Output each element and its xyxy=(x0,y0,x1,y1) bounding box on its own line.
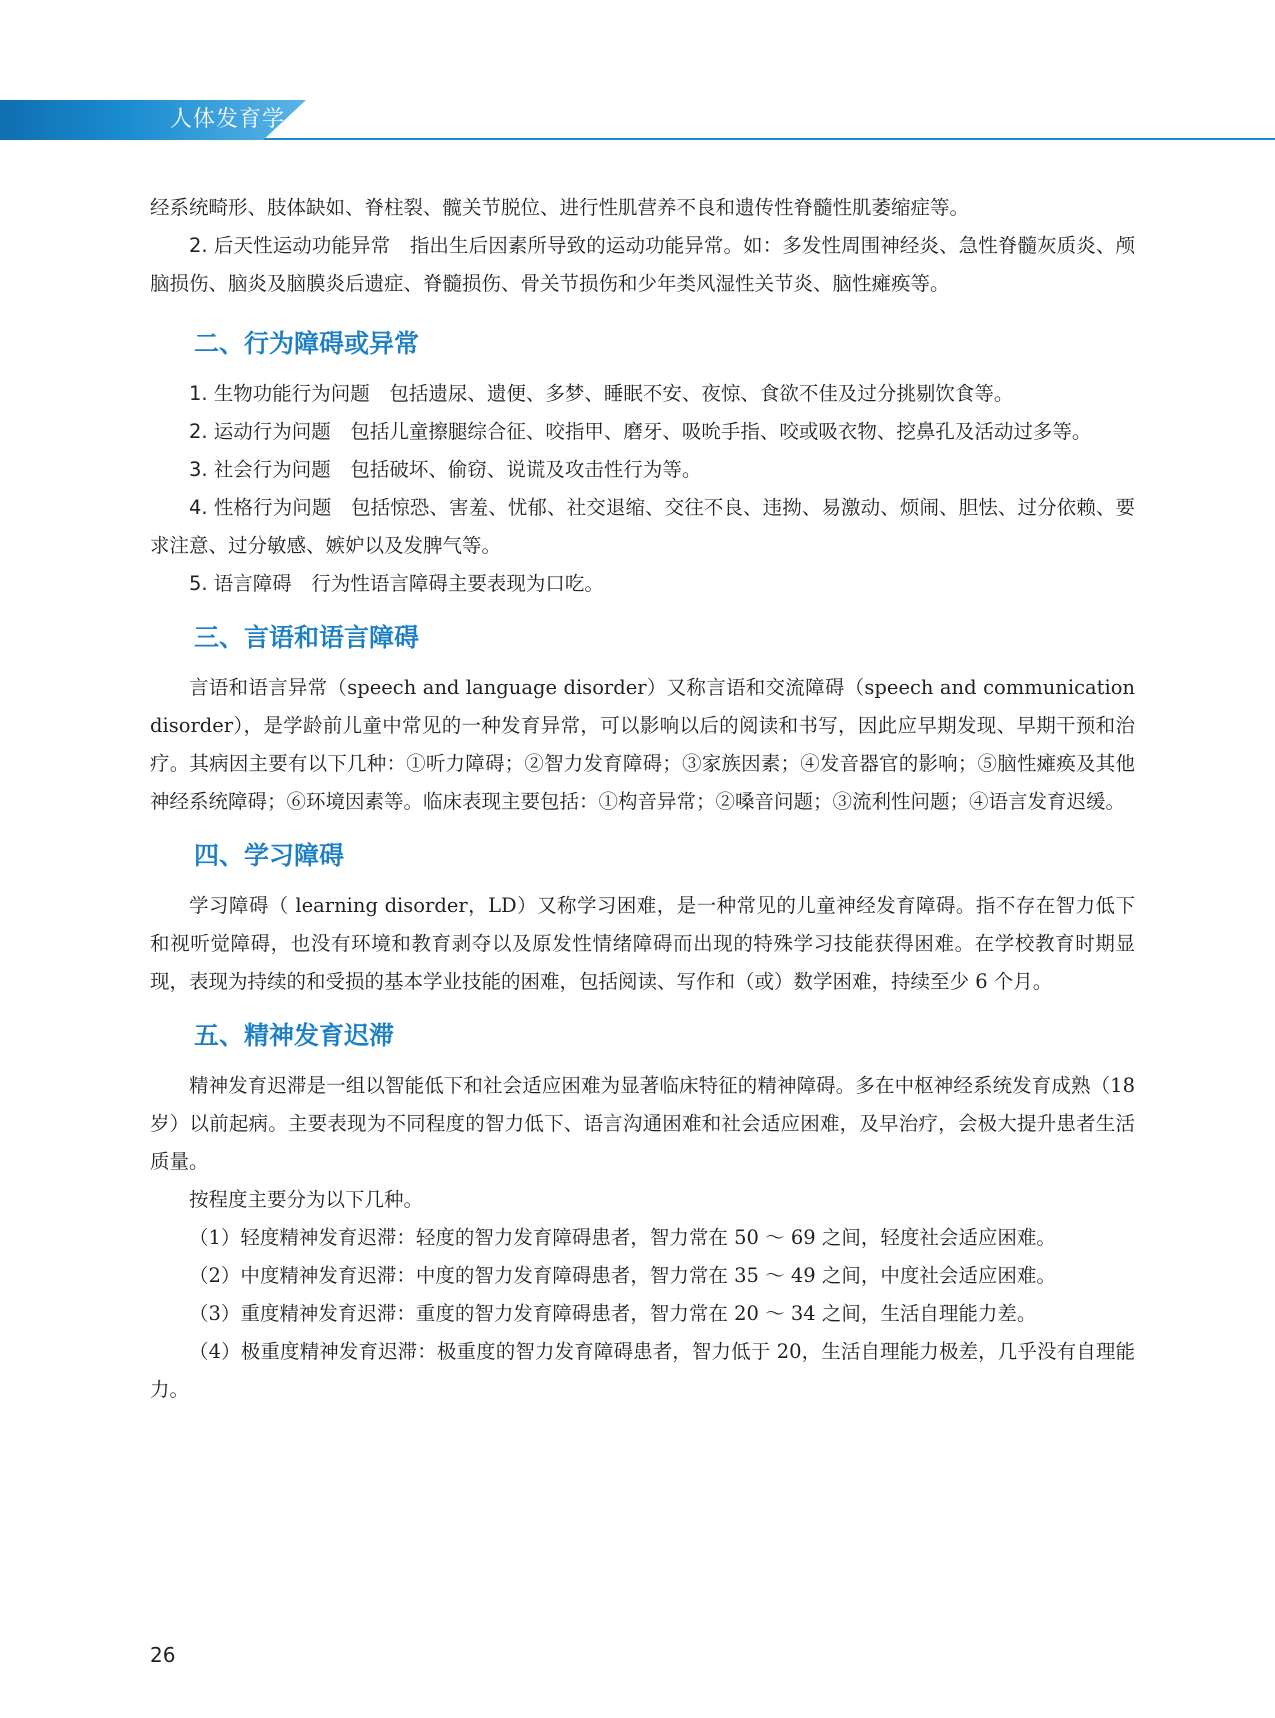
page-body xyxy=(150,189,1135,1409)
mental-level-item: （2）中度精神发育迟滞：中度的智力发育障碍患者，智力常在 35 ～ 49 之间，中度社会适应困难。 xyxy=(189,1264,1056,1287)
mental-level-item: （4）极重度精神发育迟滞：极重度的智力发育障碍患者，智力低于 20，生活自理能力极差，几乎没有自理能力。 xyxy=(150,1340,1135,1401)
term-label: 4. 性格行为问题 xyxy=(189,496,332,519)
section-heading-mental: 五、精神发育迟滞 xyxy=(194,1021,395,1050)
paragraph-mental-intro: 精神发育迟滞是一组以智能低下和社会适应困难为显著临床特征的精神障碍。多在中枢神经系统发育成熟（18 岁）以前起病。主要表现为不同程度的智力低下、语言沟通困难和社会适应困难，及早治疗，会极大提升患者生活质量。 xyxy=(150,1074,1135,1173)
header-rule xyxy=(140,138,1275,140)
behavior-item xyxy=(150,413,1135,451)
paragraph-speech: 言语和语言异常（speech and language disorder）又称言语和交流障碍（speech and communication disorder），是学龄前儿童中常见的一种发育异常，可以影响以后的阅读和书写，因此应早期发现、早期干预和治疗。其病因主要有以下几种：①听力障碍；②智力发育障碍；③家族因素；④发音器官的影响；⑤脑性瘫痪及其他神经系统障碍；⑥环境因素等。临床表现主要包括：①构音异常；②嗓音问题；③流利性问题；④语言发育迟缓。 xyxy=(150,676,1135,813)
mental-level-item: （3）重度精神发育迟滞：重度的智力发育障碍患者，智力常在 20 ～ 34 之间，生活自理能力差。 xyxy=(189,1302,1037,1325)
paragraph-learning: 学习障碍（ learning disorder，LD）又称学习困难，是一种常见的儿童神经发育障碍。指不存在智力低下和视听觉障碍，也没有环境和教育剥夺以及原发性情绪障碍而出现的特殊学习技能获得困难。在学校教育时期显现，表现为持续的和受损的基本学业技能的困难，包括阅读、写作和（或）数学困难，持续至少 6 个月。 xyxy=(150,894,1135,993)
term-text: 包括破坏、偷窃、说谎及攻击性行为等。 xyxy=(350,458,702,481)
section-heading-learning: 四、学习障碍 xyxy=(194,841,345,870)
term-label: 1. 生物功能行为问题 xyxy=(189,382,370,405)
paragraph-acquired-motor xyxy=(150,227,1135,303)
term-text: 行为性语言障碍主要表现为口吃。 xyxy=(311,572,604,595)
term-text: 指出生后因素所导致的运动功能异常。如：多发性周围神经炎、急性脊髓灰质炎、颅脑损伤、脑炎及脑膜炎后遗症、脊髓损伤、骨关节损伤和少年类风湿性关节炎、脑性瘫痪等。 xyxy=(150,234,1135,295)
section-heading-speech: 三、言语和语言障碍 xyxy=(194,623,420,652)
term-label: 2. 运动行为问题 xyxy=(189,420,331,443)
behavior-item xyxy=(150,451,1135,489)
paragraph-mental-lead: 按程度主要分为以下几种。 xyxy=(189,1188,424,1211)
mental-level-item: （1）轻度精神发育迟滞：轻度的智力发育障碍患者，智力常在 50 ～ 69 之间，轻度社会适应困难。 xyxy=(189,1226,1056,1249)
term-label: 5. 语言障碍 xyxy=(189,572,292,595)
behavior-item xyxy=(150,565,1135,603)
term-label: 2. 后天性运动功能异常 xyxy=(189,234,391,257)
behavior-item xyxy=(150,375,1135,413)
section-heading-behavior: 二、行为障碍或异常 xyxy=(194,329,420,358)
book-title: 人体发育学 xyxy=(170,107,286,132)
term-text: 包括儿童擦腿综合征、咬指甲、磨牙、吸吮手指、咬或吸衣物、挖鼻孔及活动过多等。 xyxy=(350,420,1092,443)
behavior-item xyxy=(150,489,1135,565)
term-text: 包括惊恐、害羞、忧郁、社交退缩、交往不良、违拗、易激动、烦闹、胆怯、过分依赖、要求注意、过分敏感、嫉妒以及发脾气等。 xyxy=(150,496,1135,557)
term-label: 3. 社会行为问题 xyxy=(189,458,331,481)
term-text: 包括遗尿、遗便、多梦、睡眠不安、夜惊、食欲不佳及过分挑剔饮食等。 xyxy=(389,382,1014,405)
paragraph-continued: 经系统畸形、肢体缺如、脊柱裂、髋关节脱位、进行性肌营养不良和遗传性脊髓性肌萎缩症等。 xyxy=(150,196,970,219)
page-number: 26 xyxy=(150,1643,176,1667)
running-header xyxy=(0,100,1275,140)
